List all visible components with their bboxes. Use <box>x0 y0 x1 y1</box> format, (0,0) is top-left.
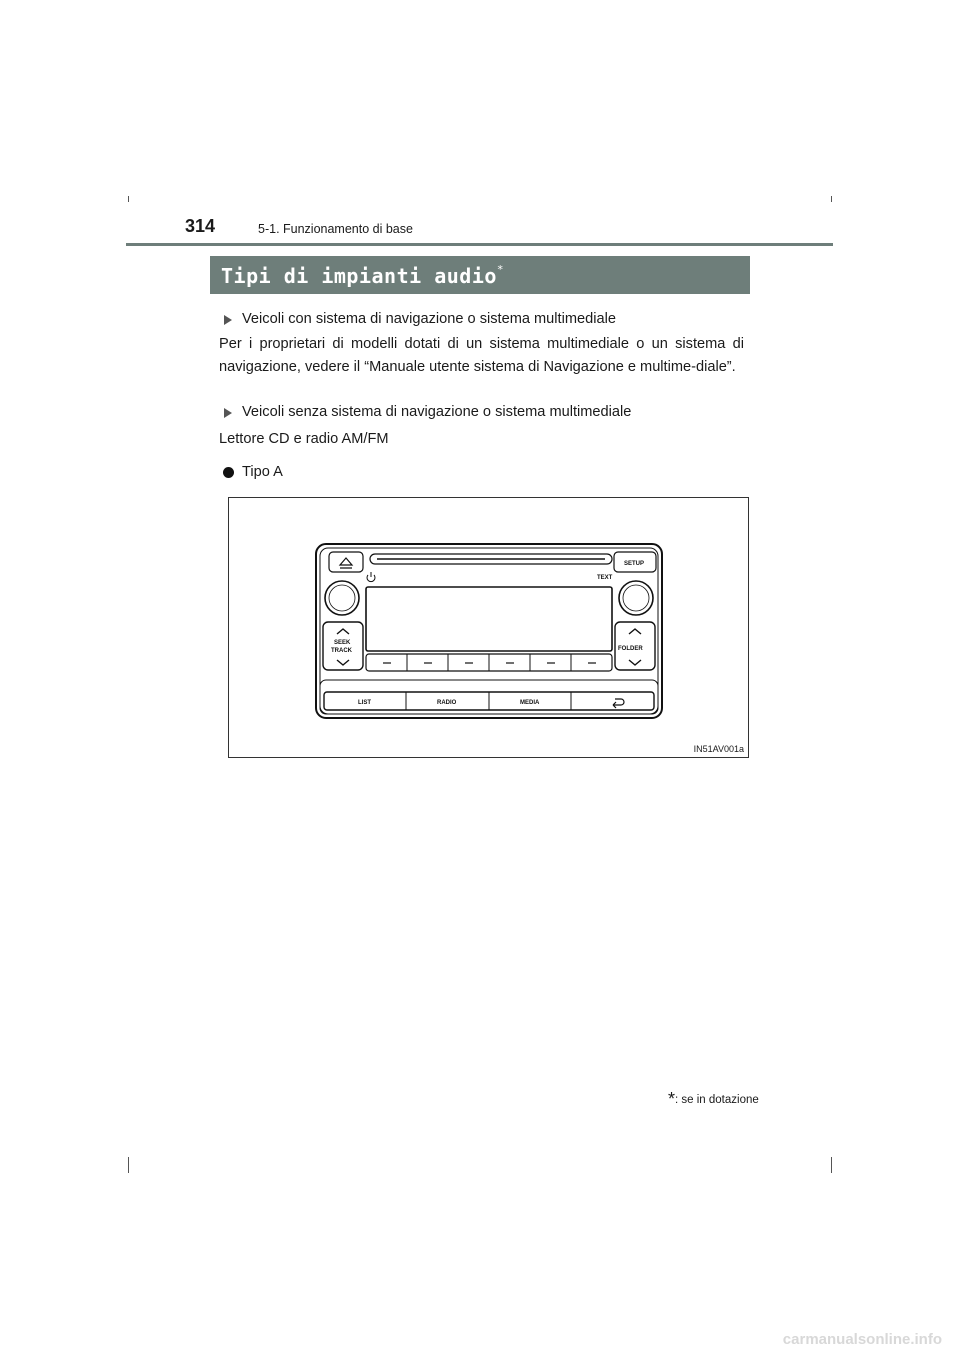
text-label: TEXT <box>597 575 613 581</box>
section-title <box>210 256 750 294</box>
footnote-text: : se in dotazione <box>675 1094 759 1106</box>
bullet-icon <box>223 467 234 478</box>
media-label: MEDIA <box>520 700 540 706</box>
seek-label: SEEK <box>334 640 351 646</box>
header-rule <box>126 243 833 246</box>
footnote <box>668 1087 759 1108</box>
arrow-icon <box>224 408 232 418</box>
figure-code: IN51AV001a <box>693 744 744 754</box>
track-label: TRACK <box>331 648 352 654</box>
page-number: 314 <box>185 216 216 236</box>
asterisk-icon: * <box>668 1089 676 1109</box>
paragraph: Per i proprietari di modelli dotati di un sistema multimediale o un sistema di navigazione, vedere il “Manuale utente sistema di Navigazione e multime-diale”. <box>219 336 744 375</box>
section-label: 5-1. Funzionamento di base <box>258 222 413 236</box>
title-text: Tipi di impianti audio <box>221 264 497 288</box>
cd-radio-illustration <box>315 543 663 719</box>
title-marker: * <box>496 263 505 277</box>
folder-label: FOLDER <box>618 646 643 652</box>
crop-mark <box>831 1157 832 1173</box>
crop-mark <box>128 196 129 202</box>
radio-label: RADIO <box>437 700 457 706</box>
setup-label: SETUP <box>624 561 645 567</box>
figure-audio-unit <box>228 497 749 758</box>
watermark: carmanualsonline.info <box>782 1331 942 1348</box>
crop-mark <box>128 1157 129 1173</box>
item-heading: Veicoli con sistema di navigazione o sistema multimediale <box>242 311 616 327</box>
bullet-item: Tipo A <box>242 464 283 480</box>
list-label: LIST <box>358 700 371 706</box>
arrow-icon <box>224 315 232 325</box>
crop-mark <box>831 196 832 202</box>
item-heading: Veicoli senza sistema di navigazione o sistema multimediale <box>242 404 632 420</box>
paragraph: Lettore CD e radio AM/FM <box>219 431 389 447</box>
